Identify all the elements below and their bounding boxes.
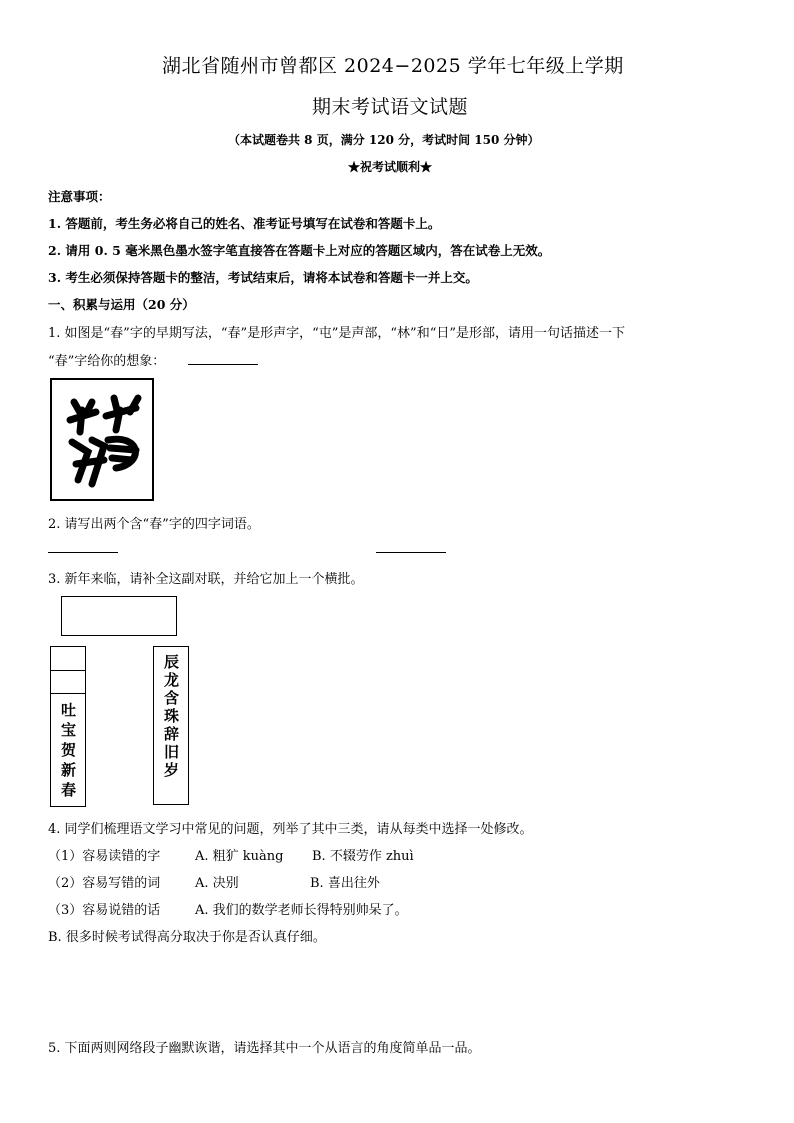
couplet-horizontal-banner-box[interactable]: [61, 596, 177, 636]
q4-row3-label: （3）容易说错的话: [48, 903, 161, 918]
q2-answer-blank-2[interactable]: [376, 552, 446, 553]
couplet-left-text: 吐宝贺新春: [59, 702, 77, 802]
section1-heading: 一、积累与运用（20 分）: [48, 297, 195, 312]
q4-row1-option-a: A. 粗犷 kuàng: [195, 849, 284, 864]
q1-answer-blank[interactable]: [188, 364, 258, 365]
q2-answer-blank-1[interactable]: [48, 552, 118, 553]
exam-title-line1: 湖北省随州市曾都区 2024−2025 学年七年级上学期: [162, 55, 624, 77]
q4-row3-option-b: B. 很多时候考试得高分取决于你是否认真仔细。: [48, 930, 326, 945]
ancient-chun-character-image: [50, 378, 154, 501]
exam-info: （本试题卷共 8 页，满分 120 分，考试时间 150 分钟）: [228, 133, 540, 147]
notice-item-1: 1. 答题前，考生务必将自己的姓名、准考证号填写在试卷和答题卡上。: [48, 216, 441, 231]
notice-item-3: 3. 考生必须保持答题卡的整洁，考试结束后，请将本试卷和答题卡一并上交。: [48, 270, 478, 285]
q3-text: 3. 新年来临，请补全这副对联，并给它加上一个横批。: [48, 572, 364, 587]
q4-row2-label: （2）容易写错的词: [48, 876, 161, 891]
q4-row3-option-a: A. 我们的数学老师长得特别帅呆了。: [195, 903, 408, 918]
q4-row1-label: （1）容易读错的字: [48, 849, 161, 864]
q4-row2-option-a: A. 决别: [195, 876, 239, 891]
q1-text-line2: “春”字给你的想象：: [48, 354, 166, 369]
couplet-left-blank-cell-1[interactable]: [50, 646, 86, 671]
ancient-chun-glyph-icon: [52, 380, 152, 499]
q4-text: 4. 同学们梳理语文学习中常见的问题，列举了其中三类，请从每类中选择一处修改。: [48, 822, 533, 837]
q4-row1-option-b: B. 不辍劳作 zhuì: [312, 849, 414, 864]
exam-wish: ★祝考试顺利★: [348, 160, 433, 174]
q1-text-line1: 1. 如图是“春”字的早期写法，“春”是形声字，“屯”是声部，“林”和“日”是形部，请用一句话描述一下: [48, 326, 625, 341]
notice-heading: 注意事项：: [48, 189, 111, 204]
couplet-right-text: 辰龙含珠辞旧岁: [162, 654, 180, 780]
exam-title-line2: 期末考试语文试题: [312, 96, 469, 118]
notice-item-2: 2. 请用 0. 5 毫米黑色墨水签字笔直接答在答题卡上对应的答题区域内，答在试卷上无效。: [48, 243, 551, 258]
q2-text: 2. 请写出两个含“春”字的四字词语。: [48, 517, 260, 532]
q4-row2-option-b: B. 喜出往外: [310, 876, 380, 891]
q5-text: 5. 下面两则网络段子幽默诙谐，请选择其中一个从语言的角度简单品一品。: [48, 1041, 481, 1056]
couplet-left-blank-cell-2[interactable]: [50, 670, 86, 694]
